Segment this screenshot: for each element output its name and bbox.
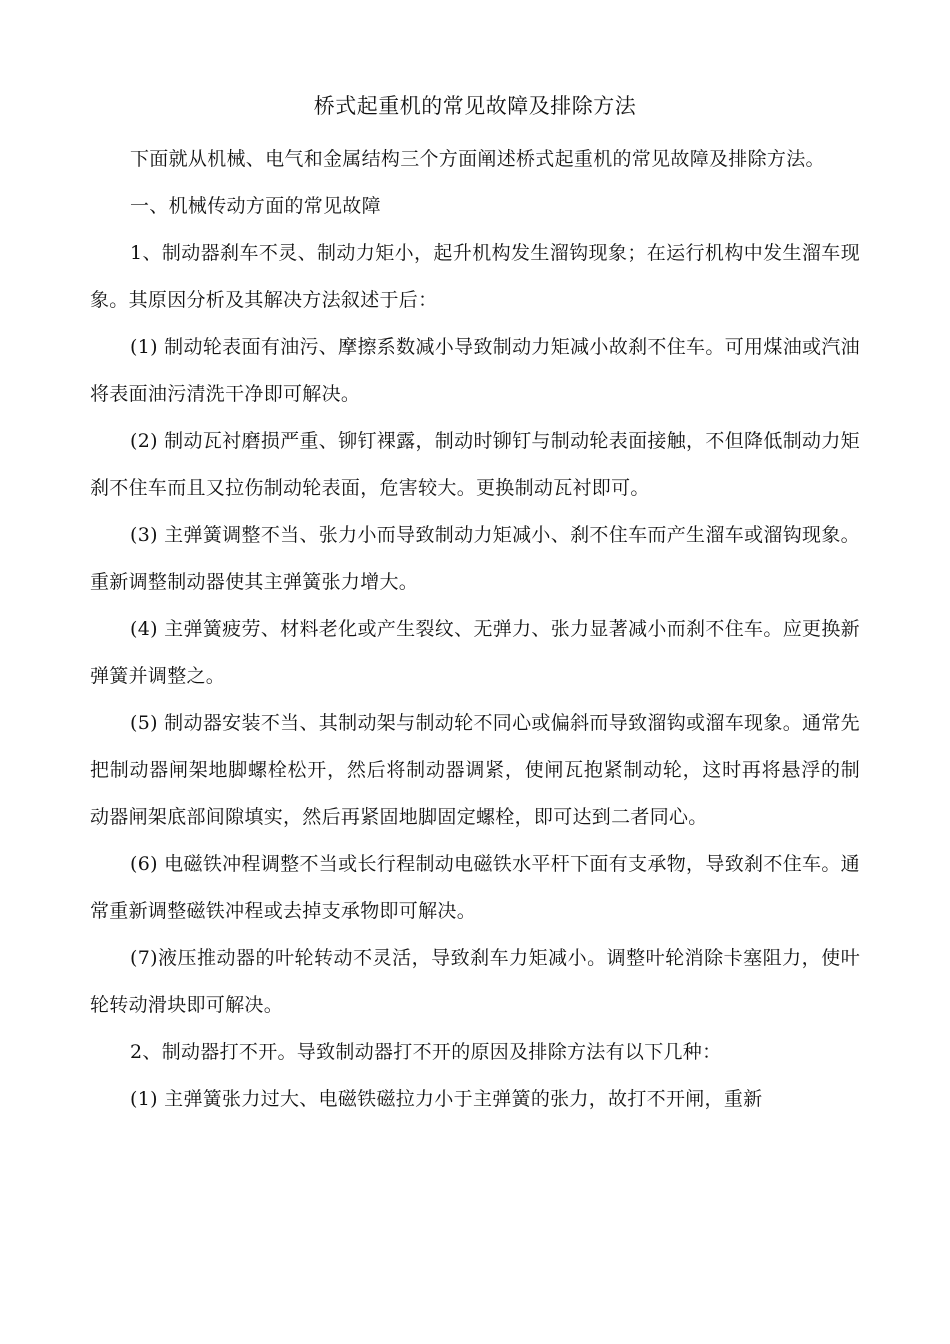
document-title: 桥式起重机的常见故障及排除方法 <box>313 94 637 118</box>
fault-1-cause-1: (1) 制动轮表面有油污、摩擦系数减小导致制动力矩减小故刹不住车。可用煤油或汽油将表面油污清洗干净即可解决。 <box>90 336 860 405</box>
fault-1-cause-3: (3) 主弹簧调整不当、张力小而导致制动力矩减小、刹不住车而产生溜车或溜钩现象。重新调整制动器使其主弹簧张力增大。 <box>90 524 860 593</box>
fault-2-heading: 2、制动器打不开。导致制动器打不开的原因及排除方法有以下几种： <box>130 1041 722 1063</box>
fault-1-cause-5: (5) 制动器安装不当、其制动架与制动轮不同心或偏斜而导致溜钩或溜车现象。通常先把制动器闸架地脚螺栓松开，然后将制动器调紧，使闸瓦抱紧制动轮，这时再将悬浮的制动器闸架底部间隙填实，然后再紧固地脚固定螺栓，即可达到二者同心。 <box>90 712 860 828</box>
fault-1-cause-7: (7)液压推动器的叶轮转动不灵活，导致刹车力矩减小。调整叶轮消除卡塞阻力，使叶轮转动滑块即可解决。 <box>90 947 860 1016</box>
fault-2-cause-1: (1) 主弹簧张力过大、电磁铁磁拉力小于主弹簧的张力，故打不开闸，重新 <box>130 1088 763 1110</box>
fault-1-heading: 1、制动器刹车不灵、制动力矩小，起升机构发生溜钩现象；在运行机构中发生溜车现象。其原因分析及其解决方法叙述于后： <box>90 242 860 311</box>
intro-paragraph: 下面就从机械、电气和金属结构三个方面阐述桥式起重机的常见故障及排除方法。 <box>130 148 825 170</box>
fault-1-cause-2: (2) 制动瓦衬磨损严重、铆钉裸露，制动时铆钉与制动轮表面接触，不但降低制动力矩刹不住车而且又拉伤制动轮表面，危害较大。更换制动瓦衬即可。 <box>90 430 860 499</box>
document-page <box>90 90 860 1123</box>
fault-1-cause-6: (6) 电磁铁冲程调整不当或长行程制动电磁铁水平杆下面有支承物，导致刹不住车。通常重新调整磁铁冲程或去掉支承物即可解决。 <box>90 853 860 922</box>
fault-1-cause-4: (4) 主弹簧疲劳、材料老化或产生裂纹、无弹力、张力显著减小而刹不住车。应更换新弹簧并调整之。 <box>90 618 860 687</box>
section-heading-mechanical: 一、机械传动方面的常见故障 <box>130 195 381 217</box>
